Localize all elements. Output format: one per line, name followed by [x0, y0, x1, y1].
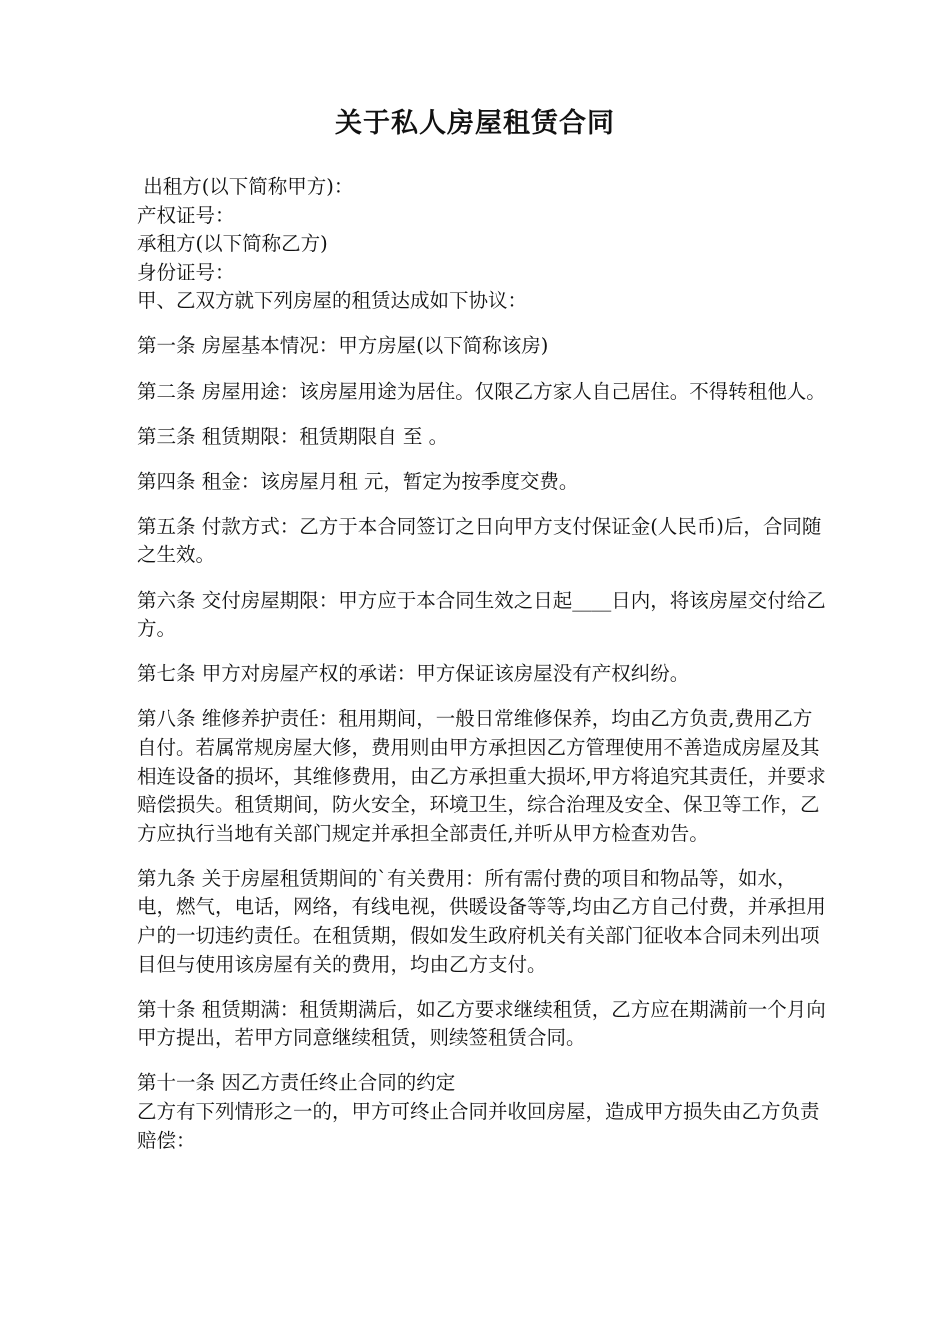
article-6: 第六条 交付房屋期限：甲方应于本合同生效之日起____日内，将该房屋交付给乙方。 [137, 588, 826, 641]
article-11-heading: 第十一条 因乙方责任终止合同的约定 [137, 1071, 456, 1095]
document-body [137, 173, 827, 1155]
id-number-line: 身份证号： [137, 260, 235, 284]
article-9: 第九条 关于房屋租赁期间的`有关费用：所有需付费的项目和物品等，如水，电，燃气，电话，网络，有线电视，供暖设备等等,均由乙方自己付费，并承担用户的一切违约责任。在租赁期，假如发生政府机关有关部门征收本合同未列出项目但与使用该房屋有关的费用，均由乙方支付。 [137, 866, 826, 976]
article-1: 第一条 房屋基本情况：甲方房屋(以下简称该房) [137, 334, 549, 358]
document-title: 关于私人房屋租赁合同 [335, 108, 615, 139]
article-5: 第五条 付款方式：乙方于本合同签订之日向甲方支付保证金(人民币)后，合同随之生效。 [137, 514, 822, 567]
article-4: 第四条 租金：该房屋月租 元，暂定为按季度交费。 [137, 469, 579, 493]
article-7: 第七条 甲方对房屋产权的承诺：甲方保证该房屋没有产权纠纷。 [137, 662, 690, 686]
property-cert-line: 产权证号： [137, 203, 235, 227]
lessor-line: 出租方(以下简称甲方)： [137, 175, 354, 198]
article-8: 第八条 维修养护责任：租用期间，一般日常维修保养，均由乙方负责,费用乙方自付。若属常规房屋大修，费用则由甲方承担因乙方管理使用不善造成房屋及其相连设备的损坏，其维修费用，由乙方承担重大损坏,甲方将追究其责任，并要求赔偿损失。租赁期间，防火安全，环境卫生，综合治理及安全、保卫等工作，乙方应执行当地有关部门规定并承担全部责任,并听从甲方检查劝告。 [137, 707, 826, 845]
lessee-line: 承租方(以下简称乙方) [137, 232, 328, 256]
article-3: 第三条 租赁期限：租赁期限自 至 。 [137, 424, 449, 448]
agreement-intro: 甲、乙双方就下列房屋的租赁达成如下协议： [137, 289, 528, 313]
article-2: 第二条 房屋用途：该房屋用途为居住。仅限乙方家人自己居住。不得转租他人。 [137, 379, 826, 403]
article-11-text: 乙方有下列情形之一的，甲方可终止合同并收回房屋，造成甲方损失由乙方负责赔偿： [137, 1099, 820, 1152]
article-10: 第十条 租赁期满：租赁期满后，如乙方要求继续租赁，乙方应在期满前一个月向甲方提出，若甲方同意继续租赁，则续签租赁合同。 [137, 997, 826, 1050]
